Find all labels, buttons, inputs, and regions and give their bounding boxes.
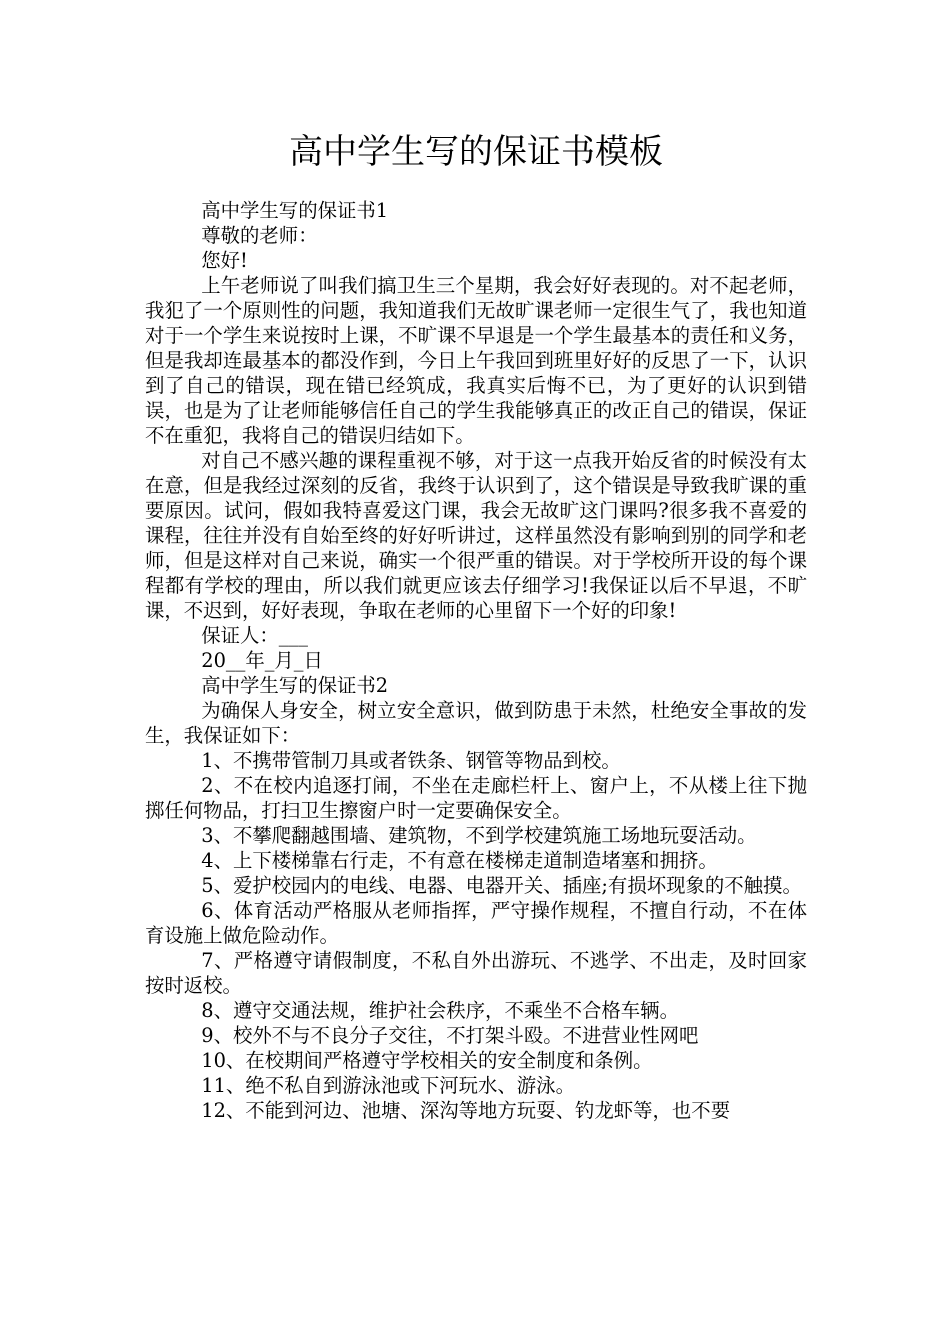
list-item: 12、不能到河边、池塘、深沟等地方玩耍、钓龙虾等，也不要	[201, 1099, 731, 1122]
list-item: 2、不在校内追逐打闹，不坐在走廊栏杆上、窗户上，不从楼上往下抛掷任何物品，打扫卫生擦窗户时一定要确保安全。	[145, 774, 807, 822]
document-body	[145, 198, 807, 1123]
list-item: 10、在校期间严格遵守学校相关的安全制度和条例。	[201, 1049, 653, 1072]
list-item: 11、绝不私自到游泳池或下河玩水、游泳。	[201, 1074, 575, 1097]
list-item: 3、不攀爬翻越围墙、建筑物，不到学校建筑施工场地玩耍活动。	[201, 824, 757, 847]
heading-letter-2: 高中学生写的保证书2	[201, 674, 389, 697]
greeting: 您好!	[201, 249, 248, 272]
salutation: 尊敬的老师：	[201, 224, 318, 247]
list-item: 4、上下楼梯靠右行走，不有意在楼梯走道制造堵塞和拥挤。	[201, 849, 718, 872]
list-item: 1、不携带管制刀具或者铁条、钢管等物品到校。	[201, 749, 621, 772]
list-item: 8、遵守交通法规，维护社会秩序，不乘坐不合格车辆。	[201, 999, 679, 1022]
date-line: 20__年_月_日	[201, 649, 323, 672]
list-item: 6、体育活动严格服从老师指挥，严守操作规程，不擅自行动，不在体育设施上做危险动作。	[145, 899, 807, 947]
heading-letter-1: 高中学生写的保证书1	[201, 199, 389, 222]
signature-line: 保证人：___	[201, 624, 308, 647]
list-item: 7、严格遵守请假制度，不私自外出游玩、不逃学、不出走，及时回家按时返校。	[145, 949, 807, 997]
body-paragraph: 上午老师说了叫我们搞卫生三个星期，我会好好表现的。对不起老师，我犯了一个原则性的问题，我知道我们无故旷课老师一定很生气了，我也知道对于一个学生来说按时上课，不旷课不早退是一个学生最基本的责任和义务，但是我却连最基本的都没作到，今日上午我回到班里好好的反思了一下，认识到了自己的错误，现在错已经筑成，我真实后悔不已，为了更好的认识到错误，也是为了让老师能够信任自己的学生我能够真正的改正自己的错误，保证不在重犯，我将自己的错误归结如下。	[145, 274, 807, 447]
body-paragraph: 对自己不感兴趣的课程重视不够，对于这一点我开始反省的时候没有太在意，但是我经过深刻的反省，我终于认识到了，这个错误是导致我旷课的重要原因。试问，假如我特喜爱这门课，我会无故旷这门课吗?很多我不喜爱的课程，往往并没有自始至终的好好听讲过，这样虽然没有影响到别的同学和老师，但是这样对自己来说，确实一个很严重的错误。对于学校所开设的每个课程都有学校的理由，所以我们就更应该去仔细学习!我保证以后不早退，不旷课，不迟到，好好表现，争取在老师的心里留下一个好的印象!	[145, 449, 807, 622]
list-item: 5、爱护校园内的电线、电器、电器开关、插座;有损坏现象的不触摸。	[201, 874, 802, 897]
document-page	[145, 0, 807, 1123]
document-title: 高中学生写的保证书模板	[289, 132, 663, 172]
list-item: 9、校外不与不良分子交往，不打架斗殴。不进营业性网吧	[201, 1024, 699, 1047]
body-paragraph: 为确保人身安全，树立安全意识，做到防患于未然，杜绝安全事故的发生，我保证如下：	[145, 699, 807, 747]
